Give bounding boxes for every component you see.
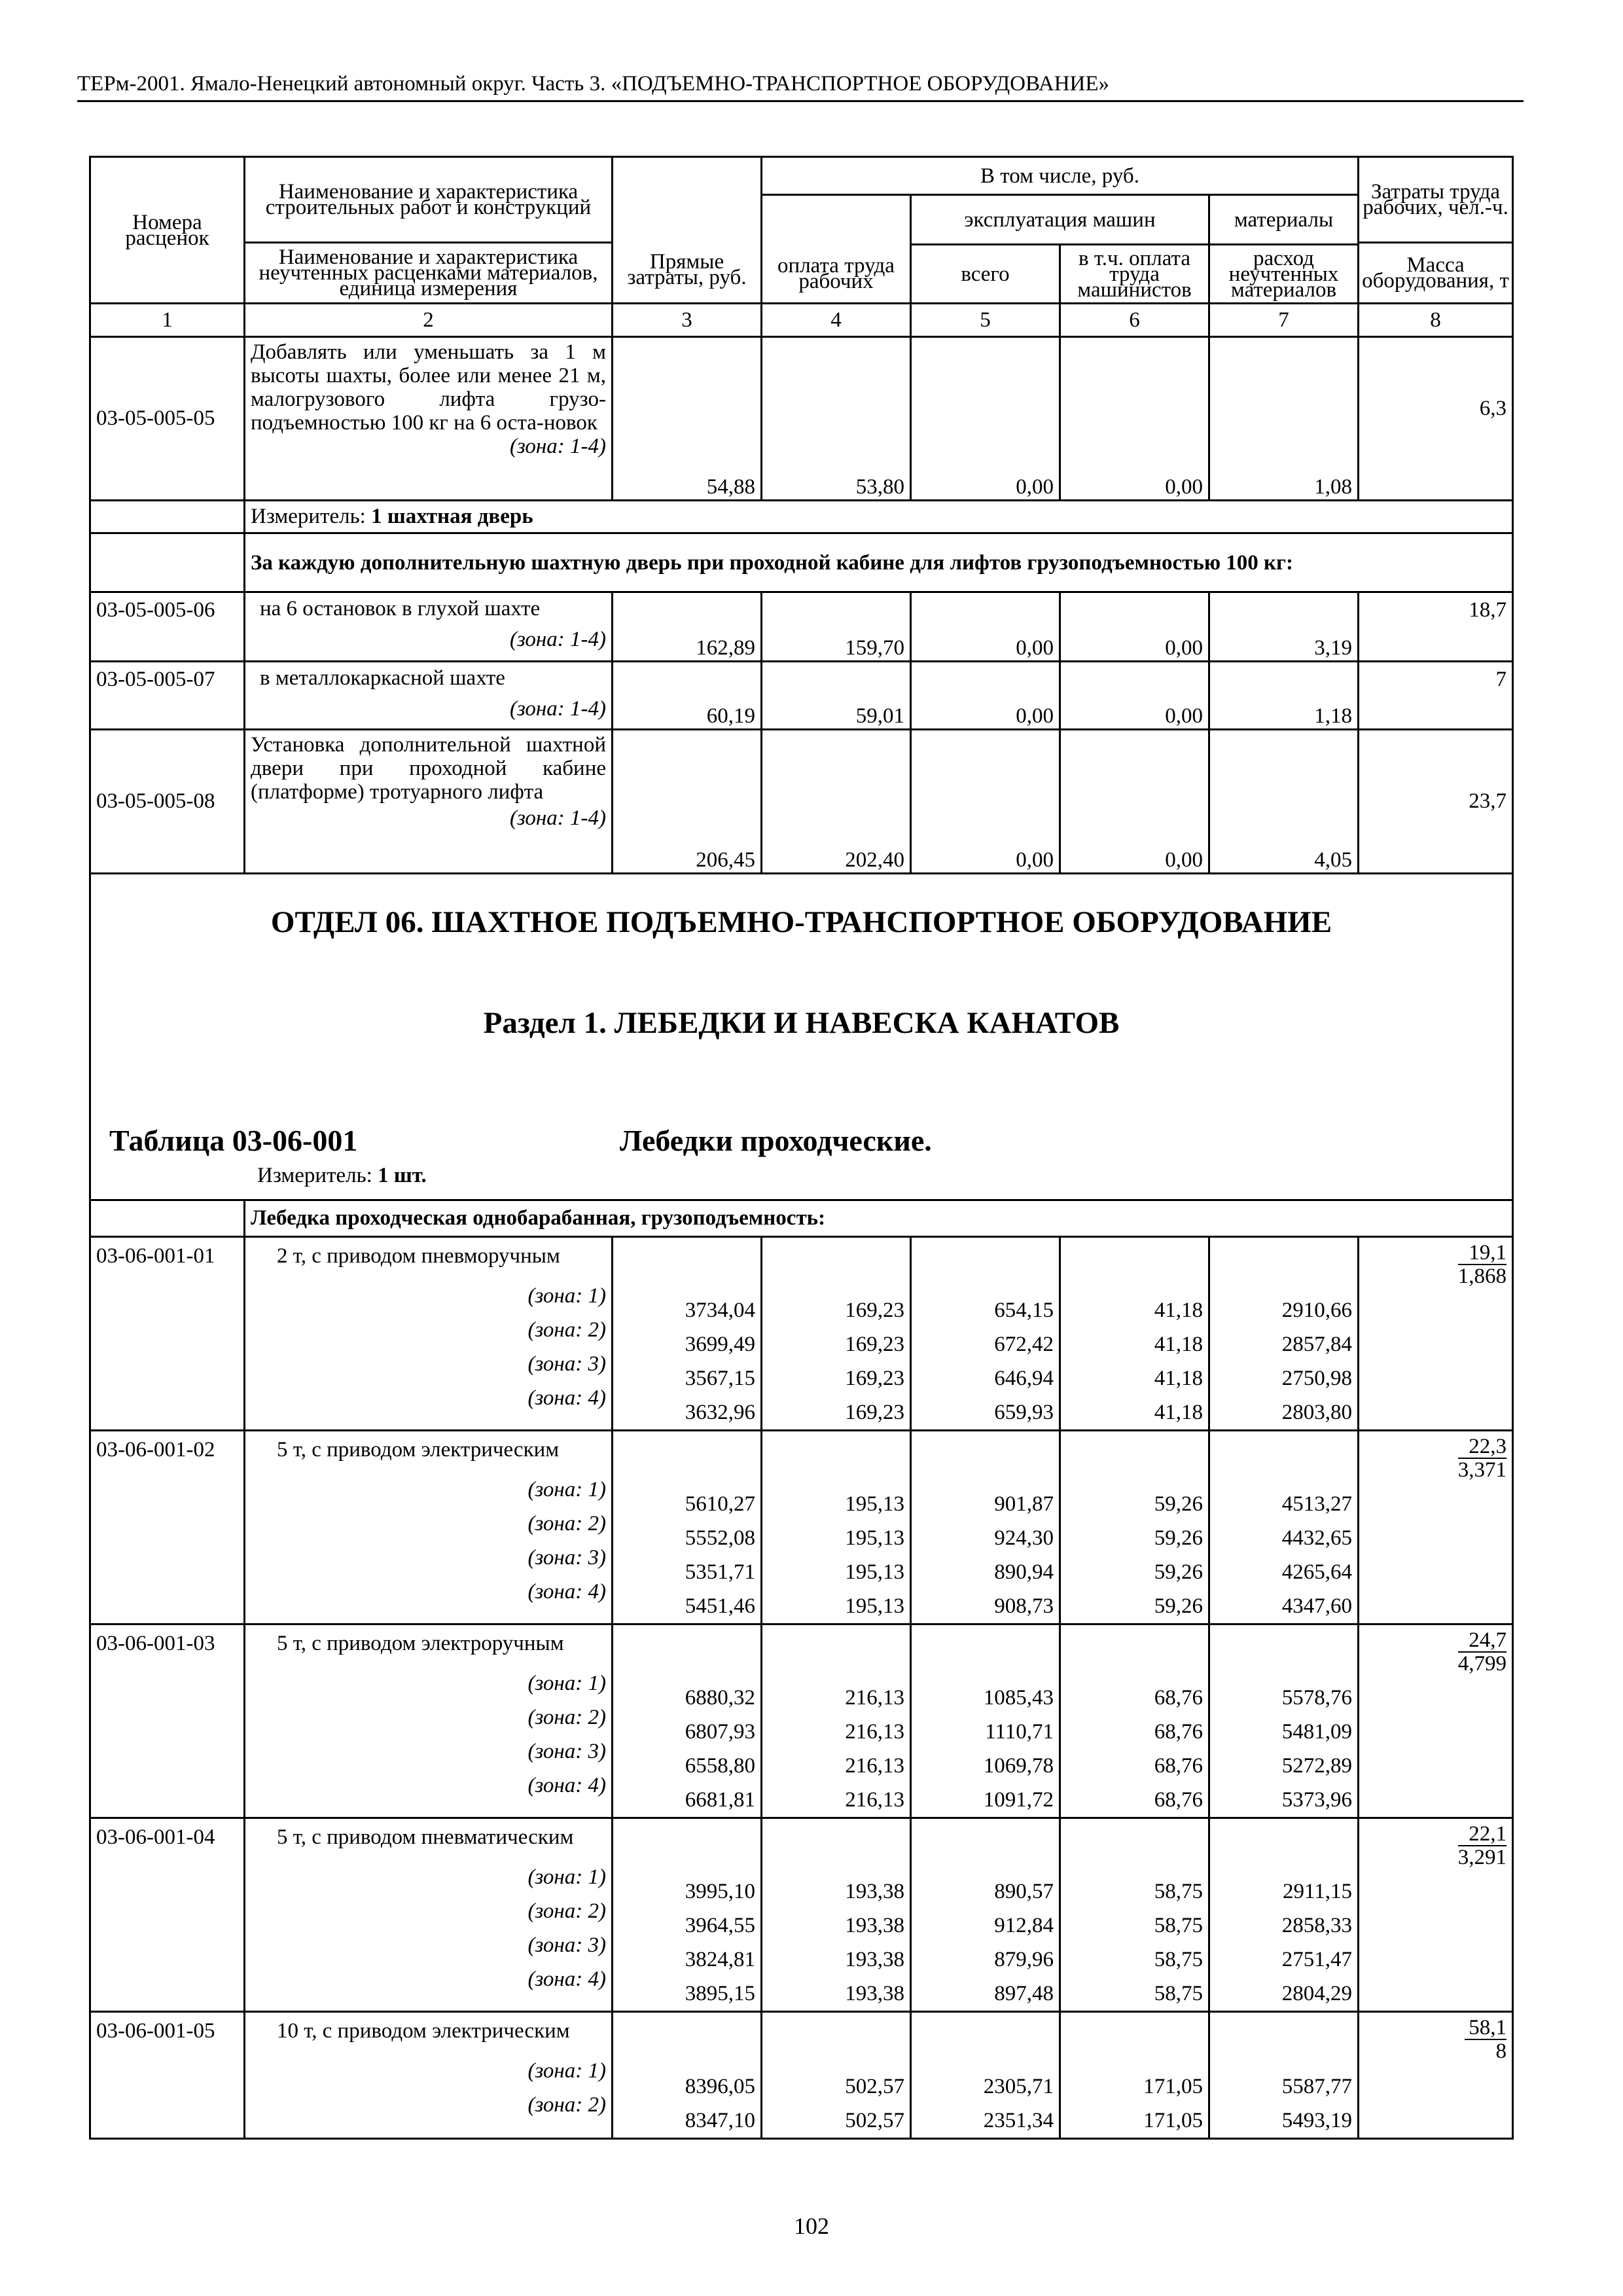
machine-total: 890,57 [994, 1880, 1054, 1903]
section-cell [90, 874, 1513, 1200]
page-header: ТЕРм-2001. Ямало-Ненецкий автономный округ. Часть 3. «ПОДЪЕМНО-ТРАНСПОРТНОЕ ОБОРУДОВАНИЕ» [77, 72, 1524, 102]
machine-total: 901,87 [994, 1492, 1054, 1516]
machine-total: 1069,78 [983, 1754, 1054, 1778]
rate-zone: (зона: 3) [527, 1740, 606, 1763]
machine-labor-cell [1060, 1237, 1209, 1431]
rate-zone: (зона: 1) [527, 1672, 606, 1695]
materials-cell [1209, 1624, 1359, 1818]
col-header-rashod: расход неучтенных материалов [1209, 245, 1359, 304]
col-header-zatraty [1359, 157, 1513, 304]
col-header-naimen-text: Наименование и характеристика строительных работ и конструкций [245, 158, 611, 243]
machine-labor-cell [1060, 1624, 1209, 1818]
rate-zone: (зона: 1-4) [509, 435, 606, 458]
table-row [90, 2012, 1513, 2139]
rate-zone: (зона: 4) [527, 1967, 606, 1991]
rate-zone: (зона: 4) [527, 1580, 606, 1604]
machine-labor: 0,00 [1060, 337, 1209, 501]
rate-desc: 5 т, с приводом электрическим [277, 1438, 560, 1462]
direct-cost-cell [613, 2012, 762, 2139]
machine-labor: 171,05 [1143, 2075, 1203, 2098]
direct-cost: 6807,93 [685, 1720, 755, 1744]
rate-zone: (зона: 1) [527, 1284, 606, 1308]
materials: 2750,98 [1281, 1367, 1353, 1390]
labor-hours: 58,1 [1465, 2017, 1507, 2040]
direct-cost: 3734,04 [685, 1299, 755, 1322]
rate-desc: 2 т, с приводом пневморучным [277, 1244, 560, 1268]
machine-total: 879,96 [994, 1948, 1054, 1971]
machine-total: 2351,34 [983, 2109, 1054, 2132]
direct-cost: 60,19 [613, 662, 762, 730]
materials: 5578,76 [1281, 1686, 1353, 1710]
rate-zone: (зона: 1) [527, 2059, 606, 2083]
labor-mass-cell [1359, 2012, 1513, 2139]
labor-pay: 216,13 [845, 1720, 904, 1744]
col-header-pryamye: Прямые затраты, руб. [613, 157, 762, 304]
zone-list [251, 1279, 606, 1415]
rate-zone: (зона: 2) [527, 1318, 606, 1342]
labor-pay: 159,70 [762, 592, 911, 662]
col-num-5: 5 [911, 304, 1060, 337]
rate-desc-cell [245, 1237, 613, 1431]
labor-pay: 216,13 [845, 1686, 904, 1710]
labor-hours: 18,7 [1359, 592, 1513, 662]
table-row [90, 1818, 1513, 2012]
machine-labor: 68,76 [1154, 1686, 1203, 1710]
col-header-materialy: материалы [1209, 195, 1359, 245]
rate-desc-cell [245, 1431, 613, 1624]
materials: 2751,47 [1281, 1948, 1353, 1971]
machine-labor-cell [1060, 1818, 1209, 2012]
col-num-7: 7 [1209, 304, 1359, 337]
rate-code: 03-06-001-03 [90, 1624, 245, 1818]
direct-cost-cell [613, 1818, 762, 2012]
machine-labor: 0,00 [1060, 662, 1209, 730]
machine-total-cell [911, 1431, 1060, 1624]
machine-labor: 58,75 [1154, 1914, 1203, 1937]
machine-labor: 59,26 [1154, 1594, 1203, 1618]
labor-mass-cell [1359, 1237, 1513, 1431]
rate-zone: (зона: 2) [527, 1899, 606, 1923]
rate-zone: (зона: 1-4) [509, 628, 606, 651]
col-header-naimen2: Наименование и характеристика неучтенных расценками материалов, единица измерения [259, 245, 598, 300]
machine-labor-cell [1060, 2012, 1209, 2139]
rate-desc: 5 т, с приводом электроручным [277, 1632, 564, 1655]
table-row [90, 662, 1513, 730]
machine-labor: 41,18 [1154, 1299, 1203, 1322]
machine-labor: 68,76 [1154, 1788, 1203, 1812]
materials: 4432,65 [1281, 1526, 1353, 1550]
direct-cost: 162,89 [613, 592, 762, 662]
materials: 2804,29 [1281, 1982, 1353, 2005]
equipment-mass: 8 [1495, 2039, 1507, 2063]
table-row [90, 1624, 1513, 1818]
rate-zone: (зона: 4) [527, 1386, 606, 1410]
zone-list [251, 2054, 606, 2122]
rate-desc-cell [245, 662, 613, 730]
direct-cost: 6681,81 [685, 1788, 755, 1812]
machine-total-cell [911, 1237, 1060, 1431]
rate-desc: Добавлять или уменьшать за 1 м высоты шахты, более или менее 21 м, малогрузового лифта грузо-подъемностью 100 кг на 6 оста-новок [251, 340, 606, 435]
direct-cost: 54,88 [613, 337, 762, 501]
table-row [90, 1431, 1513, 1624]
rate-desc: в металлокаркасной шахте [260, 666, 505, 690]
rate-desc: 10 т, с приводом электрическим [277, 2019, 570, 2043]
materials: 3,19 [1209, 592, 1359, 662]
materials: 2803,80 [1281, 1401, 1353, 1424]
labor-pay: 195,13 [845, 1526, 904, 1550]
direct-cost: 3964,55 [685, 1914, 755, 1937]
machine-total: 2305,71 [983, 2075, 1054, 2098]
materials-cell [1209, 1431, 1359, 1624]
machine-total: 646,94 [994, 1367, 1054, 1390]
col-header-zatraty-text: Затраты труда рабочих, чел.-ч. [1359, 158, 1512, 243]
measure-cell [245, 501, 1513, 533]
machine-total: 654,15 [994, 1299, 1054, 1322]
rate-desc-cell [245, 730, 613, 874]
col-header-vtch: в т.ч. оплата труда машинистов [1060, 245, 1209, 304]
materials-cell [1209, 2012, 1359, 2139]
labor-pay-cell [762, 1431, 911, 1624]
materials: 2910,66 [1281, 1299, 1353, 1322]
machine-labor: 58,75 [1154, 1880, 1203, 1903]
rate-zone: (зона: 2) [527, 1512, 606, 1535]
machine-total: 924,30 [994, 1526, 1054, 1550]
labor-pay-cell [762, 1237, 911, 1431]
machine-total: 659,93 [994, 1401, 1054, 1424]
rate-code: 03-05-005-07 [90, 662, 245, 730]
rate-code: 03-05-005-08 [90, 730, 245, 874]
direct-cost: 3824,81 [685, 1948, 755, 1971]
labor-pay-cell [762, 1818, 911, 2012]
labor-pay: 193,38 [845, 1948, 904, 1971]
table-row [90, 592, 1513, 662]
direct-cost: 5552,08 [685, 1526, 755, 1550]
labor-hours: 22,3 [1458, 1435, 1507, 1459]
labor-hours: 22,1 [1458, 1823, 1507, 1846]
machine-labor: 41,18 [1154, 1333, 1203, 1356]
section-row [90, 874, 1513, 1200]
rate-zone: (зона: 2) [527, 1706, 606, 1729]
page-number: 102 [794, 2213, 829, 2239]
labor-pay: 502,57 [845, 2109, 904, 2132]
machine-labor: 59,26 [1154, 1526, 1203, 1550]
rate-zone: (зона: 3) [527, 1352, 606, 1376]
machine-total-cell [911, 1818, 1060, 2012]
materials: 4347,60 [1281, 1594, 1353, 1618]
rate-code: 03-06-001-02 [90, 1431, 245, 1624]
labor-pay: 169,23 [845, 1401, 904, 1424]
rate-code: 03-05-005-06 [90, 592, 245, 662]
machine-total: 890,94 [994, 1560, 1054, 1584]
rates-table [89, 156, 1514, 2140]
materials: 4265,64 [1281, 1560, 1353, 1584]
department-title: ОТДЕЛ 06. ШАХТНОЕ ПОДЪЕМНО-ТРАНСПОРТНОЕ ОБОРУДОВАНИЕ [270, 905, 1332, 939]
labor-pay: 195,13 [845, 1560, 904, 1584]
machine-labor: 0,00 [1060, 730, 1209, 874]
machine-total: 0,00 [911, 662, 1060, 730]
materials: 1,18 [1209, 662, 1359, 730]
labor-pay: 59,01 [762, 662, 911, 730]
col-header-oplata: оплата труда рабочих [762, 195, 911, 304]
labor-pay: 216,13 [845, 1788, 904, 1812]
equipment-mass: 4,799 [1457, 1652, 1507, 1676]
col-num-3: 3 [613, 304, 762, 337]
group-title: За каждую дополнительную шахтную дверь при проходной кабине для лифтов грузоподъемностью 100 кг: [245, 533, 1513, 592]
machine-total: 897,48 [994, 1982, 1054, 2005]
col-header-nomera: Номера расценок [90, 157, 245, 304]
materials: 5587,77 [1281, 2075, 1353, 2098]
direct-cost: 5351,71 [685, 1560, 755, 1584]
col-header-v-tom-chisle: В том числе, руб. [762, 157, 1359, 195]
direct-cost: 3567,15 [685, 1367, 755, 1390]
equipment-mass: 3,291 [1457, 1846, 1507, 1869]
labor-hours: 24,7 [1458, 1629, 1507, 1653]
labor-pay: 202,40 [762, 730, 911, 874]
labor-pay: 169,23 [845, 1299, 904, 1322]
rate-zone: (зона: 1-4) [509, 697, 606, 721]
rate-zone: (зона: 1-4) [509, 806, 606, 830]
labor-pay: 193,38 [845, 1914, 904, 1937]
machine-total: 1085,43 [983, 1686, 1054, 1710]
items-body [90, 1237, 1513, 2139]
machine-labor: 58,75 [1154, 1948, 1203, 1971]
labor-hours: 23,7 [1359, 730, 1513, 874]
col-num-8: 8 [1359, 304, 1513, 337]
zone-list [251, 1473, 606, 1609]
direct-cost: 5451,46 [685, 1594, 755, 1618]
labor-mass-cell [1359, 1624, 1513, 1818]
col-num-1: 1 [90, 304, 245, 337]
direct-cost: 3699,49 [685, 1333, 755, 1356]
labor-pay: 193,38 [845, 1982, 904, 2005]
table-row [90, 730, 1513, 874]
direct-cost: 5610,27 [685, 1492, 755, 1516]
table-number: Таблица 03-06-001 [109, 1124, 358, 1157]
machine-total: 0,00 [911, 730, 1060, 874]
labor-pay-cell [762, 1624, 911, 1818]
labor-mass-fraction [1458, 1629, 1507, 1675]
machine-labor: 41,18 [1154, 1367, 1203, 1390]
rate-code: 03-06-001-04 [90, 1818, 245, 2012]
rate-desc-cell [245, 1818, 613, 2012]
rate-zone: (зона: 1) [527, 1865, 606, 1889]
machine-labor: 59,26 [1154, 1560, 1203, 1584]
labor-pay: 169,23 [845, 1333, 904, 1356]
measure-value: 1 шт. [378, 1164, 427, 1187]
materials-cell [1209, 1818, 1359, 2012]
machine-labor: 41,18 [1154, 1401, 1203, 1424]
zone-list [251, 1860, 606, 1996]
labor-mass-fraction [1458, 1242, 1507, 1287]
rate-zone: (зона: 1) [527, 1478, 606, 1501]
direct-cost: 3632,96 [685, 1401, 755, 1424]
rate-zone: (зона: 3) [527, 1546, 606, 1570]
machine-total: 0,00 [911, 592, 1060, 662]
labor-hours: 7 [1359, 662, 1513, 730]
machine-total: 912,84 [994, 1914, 1054, 1937]
col-header-vsego: всего [911, 245, 1060, 304]
zone-list [251, 1666, 606, 1803]
group-title: Лебедка проходческая однобарабанная, грузоподъемность: [245, 1200, 1513, 1237]
materials: 4513,27 [1281, 1492, 1353, 1516]
rate-desc-cell [245, 337, 613, 501]
measure-label: Измеритель: [257, 1164, 372, 1187]
direct-cost: 206,45 [613, 730, 762, 874]
rate-zone: (зона: 4) [527, 1774, 606, 1797]
col-num-4: 4 [762, 304, 911, 337]
materials: 5481,09 [1281, 1720, 1353, 1744]
materials-cell [1209, 1237, 1359, 1431]
labor-pay: 193,38 [845, 1880, 904, 1903]
labor-mass-cell [1359, 1818, 1513, 2012]
labor-pay: 195,13 [845, 1492, 904, 1516]
table-name: Лебедки проходческие. [620, 1124, 932, 1157]
column-number-row [90, 304, 1513, 337]
rate-desc: 5 т, с приводом пневматическим [277, 1825, 574, 1849]
machine-labor: 68,76 [1154, 1720, 1203, 1744]
machine-total-cell [911, 2012, 1060, 2139]
machine-labor: 68,76 [1154, 1754, 1203, 1778]
labor-hours: 19,1 [1458, 1242, 1507, 1265]
machine-labor-cell [1060, 1431, 1209, 1624]
materials: 2858,33 [1281, 1914, 1353, 1937]
machine-total: 1091,72 [983, 1788, 1054, 1812]
col-header-massa: Масса оборудования, т [1362, 253, 1509, 293]
measure-label: Измеритель: [251, 505, 366, 528]
equipment-mass: 1,868 [1457, 1265, 1507, 1288]
rate-desc-cell [245, 1624, 613, 1818]
labor-pay: 502,57 [845, 2075, 904, 2098]
labor-pay: 169,23 [845, 1367, 904, 1390]
direct-cost-cell [613, 1431, 762, 1624]
machine-labor: 58,75 [1154, 1982, 1203, 2005]
machine-labor: 0,00 [1060, 592, 1209, 662]
machine-total: 0,00 [911, 337, 1060, 501]
group-row [90, 533, 1513, 592]
col-header-ekspl: эксплуатация машин [911, 195, 1209, 245]
measure-cell [257, 1164, 427, 1188]
direct-cost-cell [613, 1237, 762, 1431]
measure-value: 1 шахтная дверь [371, 505, 533, 528]
rate-code: 03-06-001-01 [90, 1237, 245, 1431]
table-row [90, 337, 1513, 501]
materials: 5272,89 [1281, 1754, 1353, 1778]
rate-desc: Установка дополнительной шахтной двери при проходной кабине (платформе) тротуарного лифта [251, 733, 606, 804]
direct-cost-cell [613, 1624, 762, 1818]
machine-labor: 171,05 [1143, 2109, 1203, 2132]
machine-total: 908,73 [994, 1594, 1054, 1618]
labor-pay-cell [762, 2012, 911, 2139]
rate-zone: (зона: 2) [527, 2093, 606, 2117]
group-row [90, 1200, 1513, 1237]
materials: 5373,96 [1281, 1788, 1353, 1812]
rate-code: 03-06-001-05 [90, 2012, 245, 2139]
materials: 4,05 [1209, 730, 1359, 874]
materials: 1,08 [1209, 337, 1359, 501]
rate-desc-cell [245, 2012, 613, 2139]
section-title: Раздел 1. ЛЕБЕДКИ И НАВЕСКА КАНАТОВ [483, 1006, 1120, 1040]
labor-mass-cell [1359, 1431, 1513, 1624]
labor-pay: 216,13 [845, 1754, 904, 1778]
rate-zone: (зона: 3) [527, 1933, 606, 1957]
labor-mass-fraction [1458, 1435, 1507, 1481]
machine-total: 1110,71 [985, 1720, 1054, 1744]
labor-pay: 195,13 [845, 1594, 904, 1618]
direct-cost: 6558,80 [685, 1754, 755, 1778]
col-num-6: 6 [1060, 304, 1209, 337]
rate-desc-cell [245, 592, 613, 662]
direct-cost: 3995,10 [685, 1880, 755, 1903]
rate-code: 03-05-005-05 [90, 337, 245, 501]
direct-cost: 3895,15 [685, 1982, 755, 2005]
direct-cost: 8396,05 [685, 2075, 755, 2098]
machine-total-cell [911, 1624, 1060, 1818]
table-row [90, 1237, 1513, 1431]
labor-pay: 53,80 [762, 337, 911, 501]
direct-cost: 6880,32 [685, 1686, 755, 1710]
machine-total: 672,42 [994, 1333, 1054, 1356]
col-num-2: 2 [245, 304, 613, 337]
materials: 5493,19 [1281, 2109, 1353, 2132]
labor-hours: 6,3 [1359, 337, 1513, 501]
machine-labor: 59,26 [1154, 1492, 1203, 1516]
labor-mass-fraction [1465, 2017, 1507, 2062]
labor-mass-fraction [1458, 1823, 1507, 1869]
direct-cost: 8347,10 [685, 2109, 755, 2132]
rate-desc: на 6 остановок в глухой шахте [260, 597, 541, 620]
materials: 2911,15 [1282, 1880, 1353, 1903]
measure-row [90, 501, 1513, 533]
materials: 2857,84 [1281, 1333, 1353, 1356]
equipment-mass: 3,371 [1457, 1458, 1507, 1482]
col-header-naimen [245, 157, 613, 304]
